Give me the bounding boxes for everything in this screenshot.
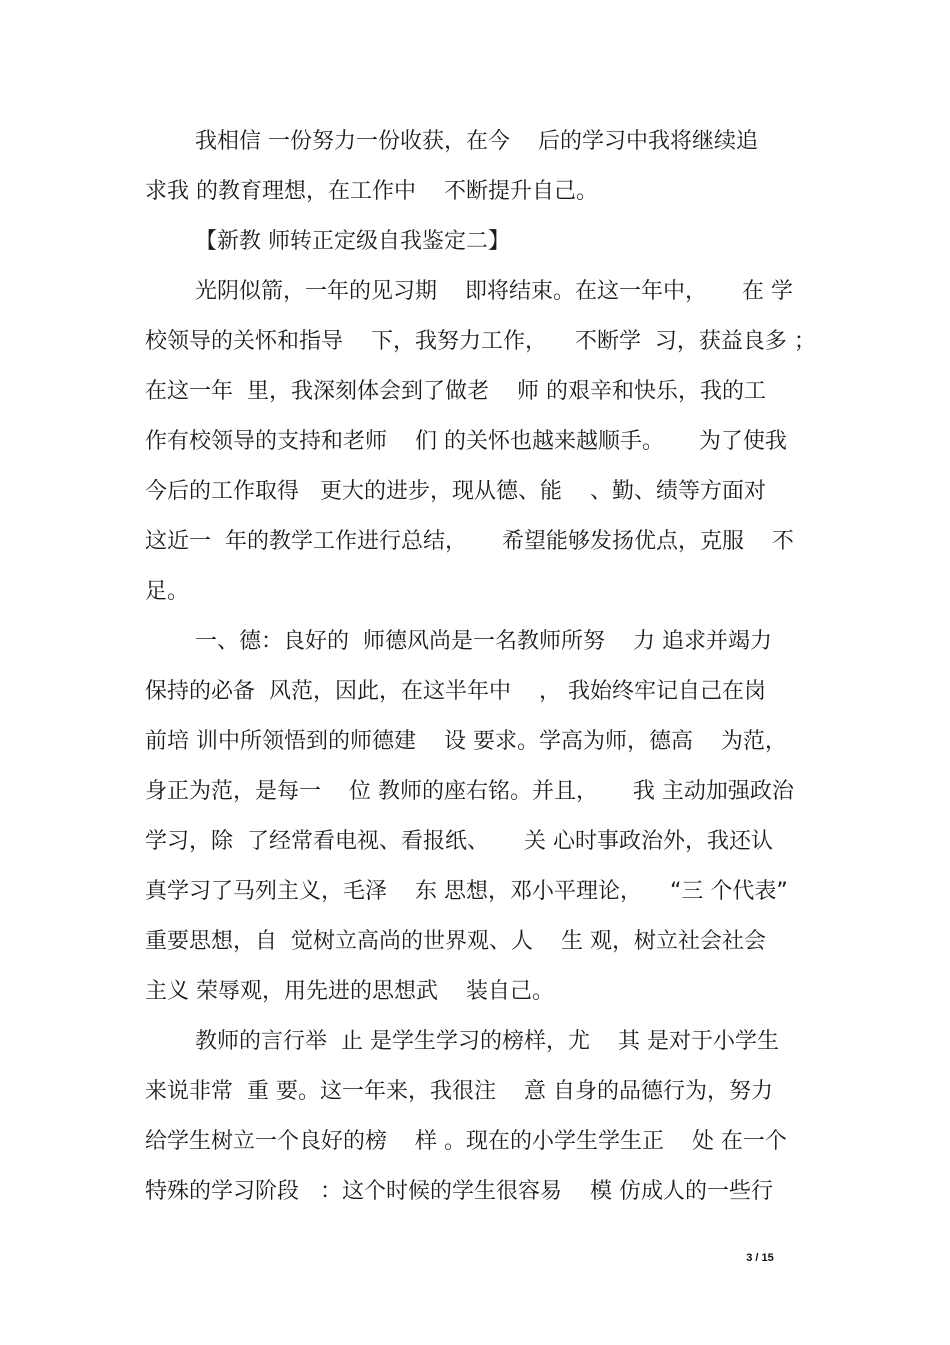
text-line: 重要思想，自 觉树立高尚的世界观、人 生 观，树立社会社会: [145, 929, 766, 954]
text-line: 教师的言行举 止 是学生学习的榜样，尤 其 是对于小学生: [195, 1029, 779, 1054]
text-line: 学习，除 了经常看电视、看报纸、 关 心时事政治外，我还认: [145, 829, 773, 854]
text-line: 一、德：良好的 师德风尚是一名教师所努 力 追求并竭力: [195, 629, 772, 654]
text-line: 身正为范，是每一 位 教师的座右铭。并且， 我 主动加强政治: [145, 779, 794, 804]
text-line: 我相信 一份努力一份收获，在今 后的学习中我将继续追: [195, 129, 758, 154]
text-line: 作有校领导的支持和老师 们 的关怀也越来越顺手。 为了使我: [145, 429, 787, 454]
text-line: 在这一年 里，我深刻体会到了做老 师 的艰辛和快乐，我的工: [145, 379, 766, 404]
text-line: 光阴似箭，一年的见习期 即将结束。在这一年中， 在 学: [195, 279, 793, 304]
text-line: 给学生树立一个良好的榜 样 。现在的小学生学生正 处 在一个: [145, 1129, 787, 1154]
text-line: 特殊的学习阶段 ：这个时候的学生很容易 模 仿成人的一些行: [145, 1179, 773, 1204]
page-number: 3 / 15: [746, 1252, 774, 1264]
text-line: 足。: [145, 579, 190, 604]
text-line: 来说非常 重 要。这一年来，我很注 意 自身的品德行为，努力: [145, 1079, 773, 1104]
text-line: 校领导的关怀和指导 下，我努力工作， 不断学 习，获益良多 ；: [145, 329, 816, 354]
text-line: 求我 的教育理想，在工作中 不断提升自己。: [145, 179, 598, 204]
text-line: 前培 训中所领悟到的师德建 设 要求。学高为师，德高 为范，: [145, 729, 787, 754]
text-line: 保持的必备 风范，因此，在这半年中 ， 我始终牢记自己在岗: [145, 679, 766, 704]
text-line: 主义 荣辱观，用先进的思想武 装自己。: [145, 979, 554, 1004]
text-line: 今后的工作取得 更大的进步，现从德、能 、勤、绩等方面对: [145, 479, 766, 504]
text-line: 这近一 年的教学工作进行总结， 希望能够发扬优点，克服 不: [145, 529, 794, 554]
section-heading: 【新教 师转正定级自我鉴定二】: [195, 229, 510, 254]
text-line: 真学习了马列主义，毛泽 东 思想，邓小平理论， “三 个代表”: [145, 879, 788, 904]
